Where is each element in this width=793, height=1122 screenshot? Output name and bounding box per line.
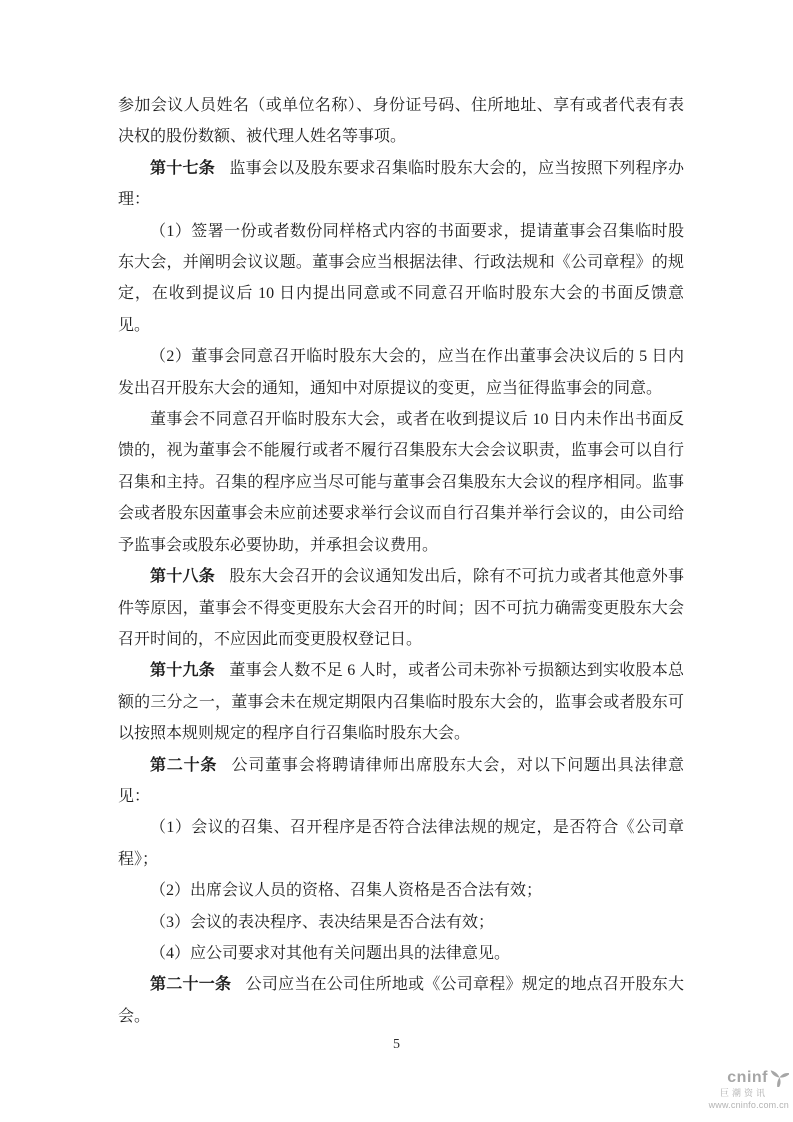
- article-label: 第十八条: [150, 568, 215, 586]
- paragraph: [118, 404, 684, 561]
- paragraph-text: 公司应当在公司住所地或《公司章程》规定的地点召开股东大会。: [118, 976, 684, 1025]
- paragraph-article-17: [118, 153, 684, 216]
- cninfo-logo-row: [705, 1068, 789, 1087]
- paragraph-text: （3）会议的表决程序、表决结果是否合法有效；: [150, 913, 495, 931]
- paragraph-text: 监事会以及股东要求召集临时股东大会的，应当按照下列程序办理：: [118, 159, 684, 209]
- paragraph-text: 股东大会召开的会议通知发出后，除有不可抗力或者其他意外事件等原因，董事会不得变更股东大会召开的时间；因不可抗力确需变更股东大会召开时间的，不应因此而变更股权登记日。: [118, 568, 684, 648]
- cninfo-url: www.cninfo.com.cn: [708, 1100, 789, 1110]
- paragraph-item-2: [118, 875, 684, 906]
- article-label: 第二十条: [150, 756, 218, 774]
- paragraph-text: 董事会不同意召开临时股东大会，或者在收到提议后 10 日内未作出书面反馈的，视为董事会不能履行或者不履行召集股东大会会议职责，监事会可以自行召集和主持。召集的程序应当尽可能与董事会召集股东大会议的程序相同。监事会或者股东因董事会未应前述要求举行会议而自行召集并举行会议的，由公司给予监事会或股东必要协助，并承担会议费用。: [118, 411, 684, 554]
- document-body: [118, 90, 684, 1032]
- cninfo-brand-text: cninf: [727, 1068, 768, 1086]
- article-label: 第十七条: [150, 159, 215, 177]
- paragraph-text: （4）应公司要求对其他有关问题出具的法律意见。: [150, 944, 511, 962]
- cninfo-chinese-name: 巨潮资讯: [719, 1088, 768, 1098]
- paragraph-item-1: [118, 216, 684, 342]
- paragraph: [118, 90, 684, 153]
- article-label: 第二十一条: [150, 976, 232, 994]
- paragraph-article-20: [118, 750, 684, 813]
- paragraph-article-18: [118, 561, 684, 655]
- paragraph-text: 董事会人数不足 6 人时，或者公司未弥补亏损额达到实收股本总额的三分之一，董事会未在规定期限内召集临时股东大会的，监事会或者股东可以按照本规则规定的程序自行召集临时股东大会。: [118, 662, 684, 743]
- paragraph-text: 公司董事会将聘请律师出席股东大会，对以下问题出具法律意见：: [118, 756, 684, 805]
- paragraph-text: 参加会议人员姓名（或单位名称）、身份证号码、住所地址、享有或者代表有表决权的股份数额、被代理人姓名等事项。: [118, 97, 684, 146]
- paragraph-item-4: [118, 938, 684, 969]
- paragraph-text: （2）出席会议人员的资格、召集人资格是否合法有效；: [150, 882, 543, 900]
- paragraph-text: （1）会议的召集、召开程序是否符合法律法规的规定，是否符合《公司章程》；: [118, 819, 684, 868]
- paragraph-item-1: [118, 812, 684, 875]
- paragraph-item-2: [118, 341, 684, 404]
- cninfo-logo: [705, 1068, 789, 1110]
- paragraph-item-3: [118, 907, 684, 938]
- paragraph-text: （2）董事会同意召开临时股东大会的，应当在作出董事会决议后的 5 日内发出召开股东大会的通知，通知中对原提议的变更，应当征得监事会的同意。: [118, 348, 684, 397]
- paragraph-article-19: [118, 655, 684, 749]
- paragraph-text: （1）签署一份或者数份同样格式内容的书面要求，提请董事会召集临时股东大会，并阐明会议议题。董事会应当根据法律、行政法规和《公司章程》的规定，在收到提议后 10 日内提出同意或不同意召开临时股东大会的书面反馈意见。: [118, 222, 684, 334]
- article-label: 第十九条: [150, 662, 215, 680]
- page-number: 5: [393, 1037, 400, 1052]
- paragraph-article-21: [118, 969, 684, 1032]
- cninfo-swirl-icon: [770, 1068, 789, 1087]
